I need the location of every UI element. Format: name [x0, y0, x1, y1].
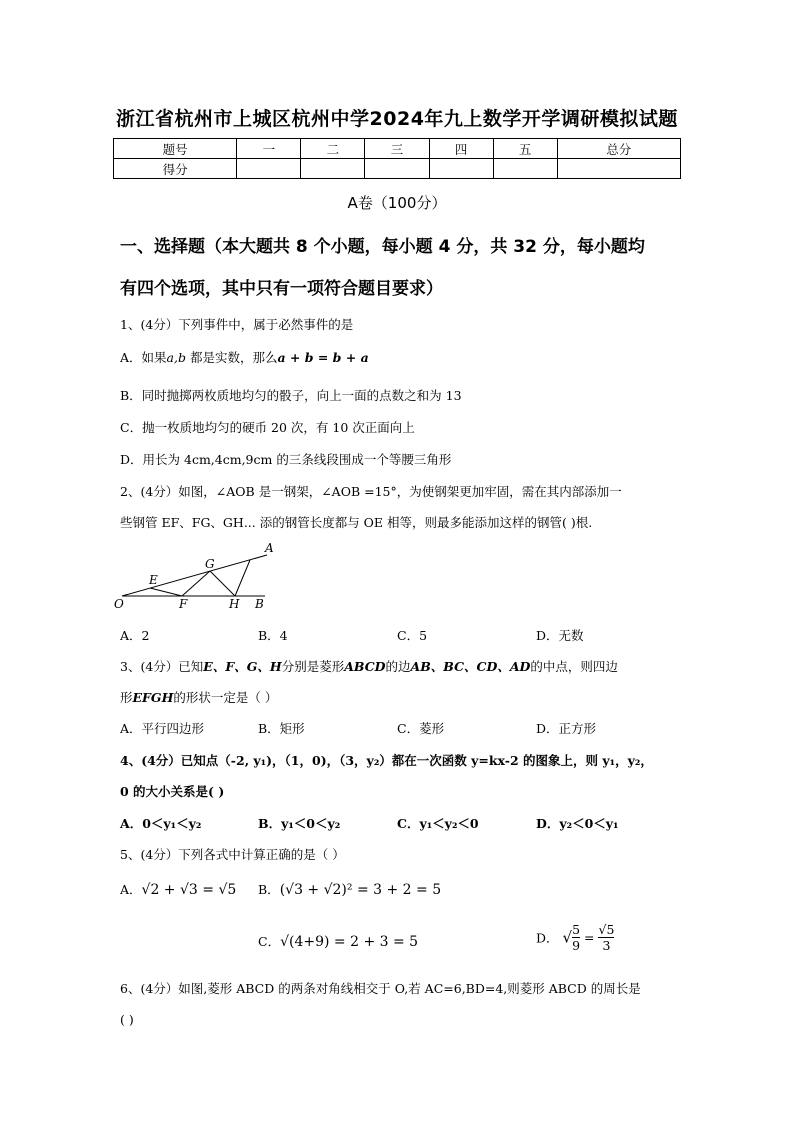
q5-option-d[interactable] — [536, 922, 614, 953]
q6-stem-line2: ( ) — [120, 1012, 134, 1027]
q1-option-a-vars: a,b — [166, 350, 186, 365]
q4-stem-line2: 0 的大小关系是( ) — [120, 784, 225, 799]
q6-stem-line1: 6、(4分）如图,菱形 ABCD 的两条对角线相交于 O,若 AC=6,BD=4,则菱形 ABCD 的周长是 — [120, 981, 641, 996]
q3-mid2: 的边 — [385, 659, 411, 674]
q1-option-a-prefix: A．如果 — [120, 350, 167, 365]
score-header-cell: 五 — [493, 139, 557, 159]
q4-option-d[interactable]: D．y₂＜0＜y₁ — [536, 816, 619, 831]
q3-points: E、F、G、H — [203, 659, 282, 674]
q5-option-c-label: C． — [258, 934, 281, 949]
ray-oa — [122, 555, 267, 596]
score-cell[interactable] — [301, 159, 365, 179]
score-header-cell: 一 — [237, 139, 301, 159]
q3-option-c[interactable]: C．菱形 — [397, 721, 445, 736]
q1-option-a — [120, 348, 369, 366]
q1-option-a-mid: 都是实数，那么 — [189, 350, 278, 365]
q3-quad-name: EFGH — [132, 690, 174, 705]
q3-option-a[interactable]: A．平行四边形 — [120, 721, 205, 736]
score-header-cell: 总分 — [557, 139, 680, 159]
q3-line2-post: 的形状一定是（ ） — [173, 690, 278, 705]
q1-option-c: C．抛一枚质地均匀的硬币 20 次，有 10 次正面向上 — [120, 420, 415, 435]
fraction-denominator: 9 — [572, 938, 581, 953]
q5-option-b-label: B． — [258, 882, 280, 897]
q3-rhombus-name: ABCD — [344, 659, 386, 674]
paper-part-heading: A卷（100分） — [347, 194, 447, 212]
q2-option-b[interactable]: B．4 — [258, 628, 288, 643]
section-heading-line2: 有四个选项，其中只有一项符合题目要求） — [120, 279, 443, 299]
score-table — [113, 138, 681, 179]
q2-stem-line2: 些钢管 EF、FG、GH... 添的钢管长度都与 OE 相等，则最多能添加这样的钢管( )根. — [120, 515, 593, 530]
label-a: A — [265, 541, 274, 555]
score-cell[interactable] — [557, 159, 680, 179]
q4-stem-line1: 4、(4分）已知点（-2, y₁)，（1，0)，（3，y₂）都在一次函数 y=kx-2 的图象上，则 y₁，y₂， — [120, 753, 653, 768]
q2-option-c[interactable]: C．5 — [397, 628, 428, 643]
score-header-cell: 三 — [365, 139, 429, 159]
score-header-cell: 题号 — [114, 139, 237, 159]
q4-option-c[interactable]: C．y₁＜y₂＜0 — [397, 816, 479, 831]
q3-mid: 分别是菱形 — [281, 659, 345, 674]
q5-option-c-expr: √(4+9) = 2 + 3 = 5 — [280, 934, 419, 950]
q4-option-a[interactable]: A．0＜y₁＜y₂ — [120, 816, 202, 831]
q2-stem-line1: 2、(4分）如图，∠AOB 是一钢架，∠AOB =15°，为使钢架更加牢固，需在其内部添加一 — [120, 484, 622, 499]
q5-option-d-right-fraction — [598, 922, 614, 953]
tube-ef — [150, 588, 182, 596]
score-row-label: 得分 — [114, 159, 237, 179]
score-cell[interactable] — [237, 159, 301, 179]
q5-option-d-left-fraction — [572, 922, 580, 953]
q2-option-a[interactable]: A．2 — [120, 628, 150, 643]
score-table-score-row — [114, 159, 681, 179]
q3-option-d[interactable]: D．正方形 — [536, 721, 597, 736]
label-h: H — [229, 597, 240, 611]
score-header-cell: 四 — [429, 139, 493, 159]
exam-title: 浙江省杭州市上城区杭州中学2024年九上数学开学调研模拟试题 — [116, 108, 678, 130]
tube-gh — [210, 571, 235, 596]
q4-option-b[interactable]: B．y₁＜0＜y₂ — [258, 816, 341, 831]
q5-option-d-label: D． — [536, 930, 559, 946]
label-g: G — [205, 557, 215, 571]
label-b: B — [255, 597, 264, 611]
q3-prefix: 3、(4分）已知 — [120, 659, 204, 674]
q5-option-b[interactable] — [258, 880, 441, 898]
q3-stem-line2 — [120, 688, 277, 706]
q5-option-b-expr: (√3 + √2)² = 3 + 2 = 5 — [279, 882, 442, 898]
equals-sign: = — [584, 930, 595, 945]
q1-stem: 1、(4分）下列事件中，属于必然事件的是 — [120, 317, 354, 332]
section-heading-line1: 一、选择题（本大题共 8 个小题，每小题 4 分，共 32 分，每小题均 — [120, 237, 645, 257]
label-e: E — [149, 573, 158, 587]
q5-stem: 5、(4分）下列各式中计算正确的是（ ） — [120, 847, 345, 862]
score-cell[interactable] — [429, 159, 493, 179]
score-cell[interactable] — [493, 159, 557, 179]
label-o: O — [114, 597, 124, 611]
q3-post: 的中点，则四边 — [530, 659, 618, 674]
fraction-numerator: 5 — [572, 922, 581, 937]
fraction-numerator: √5 — [598, 922, 615, 937]
score-cell[interactable] — [365, 159, 429, 179]
q1-option-d: D．用长为 4cm,4cm,9cm 的三条线段围成一个等腰三角形 — [120, 452, 452, 467]
q1-option-b: B．同时抛掷两枚质地均匀的骰子，向上一面的点数之和为 13 — [120, 388, 462, 403]
q5-option-c[interactable] — [258, 932, 418, 950]
score-table-header-row — [114, 139, 681, 159]
label-f: F — [179, 597, 188, 611]
q3-stem-line1 — [120, 657, 618, 675]
fraction-denominator: 3 — [602, 938, 611, 953]
q1-option-a-equation: a + b = b + a — [277, 350, 369, 365]
tube-h-oa — [235, 560, 250, 596]
radical-sign-icon: √ — [562, 928, 573, 947]
q3-sides: AB、BC、CD、AD — [410, 659, 531, 674]
score-header-cell: 二 — [301, 139, 365, 159]
q5-option-a-expr: √2 + √3 = √5 — [141, 882, 237, 898]
q5-option-a[interactable] — [120, 880, 236, 898]
q2-option-d[interactable]: D．无数 — [536, 628, 584, 643]
q3-option-b[interactable]: B．矩形 — [258, 721, 305, 736]
q5-option-a-label: A． — [120, 882, 142, 897]
steel-frame-figure — [112, 538, 284, 614]
q3-line2-prefix: 形 — [120, 690, 133, 705]
